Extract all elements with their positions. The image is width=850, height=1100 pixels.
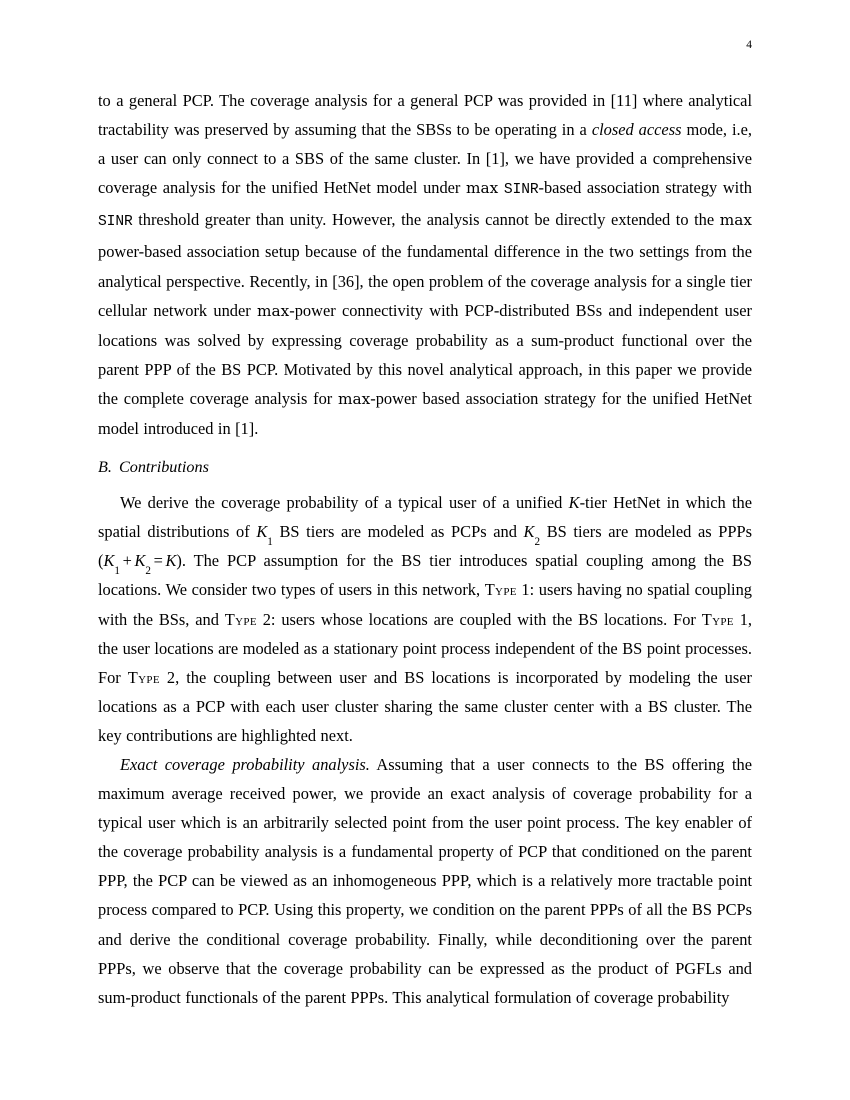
frag-text: -tier HetNet in which the spatial distributions of [98, 493, 753, 542]
math-var-base: K [256, 522, 268, 542]
label-type-smallcaps: Type [701, 609, 734, 629]
math-operator-max: max [719, 211, 752, 230]
frag-text: We derive the coverage probability of a typical user of a unified [120, 493, 569, 513]
math-operator-max: max [466, 179, 499, 198]
mono-sinr: SINR [98, 214, 133, 231]
frag-text: ). The PCP assumption for the BS tier introduces spatial coupling among the BS locations. We consider two types of users in this network, [98, 551, 752, 600]
frag-text: 2: users whose locations are coupled with the BS locations. For [256, 609, 702, 629]
runin-heading-exact-coverage: Exact coverage probability analysis. [120, 754, 370, 774]
label-type-smallcaps: Type [127, 667, 160, 687]
run-text: to a general PCP. The coverage analysis for a general PCP was provided in [11] where analytical tractability was preserved by assuming that the SBSs to be operating in a [98, 91, 752, 140]
paragraph-continuation [98, 86, 752, 443]
math-var-K: K [165, 551, 177, 571]
body-text-column [98, 86, 752, 1012]
page-header [98, 38, 752, 52]
math-var-subscript: 1 [114, 564, 120, 577]
section-title: Contributions [118, 458, 209, 477]
math-operator-max: max [257, 301, 290, 320]
math-var-subscript: 1 [267, 535, 273, 548]
math-var-K2 [523, 522, 541, 548]
label-type-smallcaps: Type [484, 580, 517, 600]
run-text: -based association strategy with [538, 178, 752, 198]
math-var-K: K [568, 493, 580, 513]
math-equals-operator: = [153, 551, 163, 571]
math-var-subscript: 2 [145, 564, 151, 577]
run-text: -power based association strategy for the unified HetNet model introduced in [1]. [98, 388, 752, 439]
section-letter: B. [98, 458, 112, 477]
math-var-K1 [256, 522, 273, 548]
mono-sinr: SINR [503, 182, 539, 199]
run-text: threshold greater than unity. However, the analysis cannot be directly extended to the [132, 210, 720, 230]
math-var-subscript: 2 [534, 535, 541, 548]
run-text: -power connectivity with PCP-distributed BSs and independent user locations was solved by expressing coverage probability as a sum-product functional over the parent PPP of the BS PCP. Motivated by this novel analytical approach, in this paper we provide the complete coverage analysis for [98, 300, 752, 408]
run-italic-closed-access: closed access [591, 120, 682, 140]
frag-text: 2, the coupling between user and BS locations is incorporated by modeling the user locations as a PCP with each user cluster sharing the same cluster center with a BS cluster. The key contributions are highlighted next. [98, 667, 752, 745]
section-heading-contributions [98, 453, 752, 482]
math-var-base: K [134, 551, 146, 571]
paragraph-body-text: Assuming that a user connects to the BS offering the maximum average received power, we provide an exact analysis of coverage probability for a typical user which is an arbitrarily selected point from the user point process. The key enabler of the coverage probability analysis is a fundamental property of PCP that conditioned on the parent PPP, the PCP can be viewed as an inhomogeneous PPP, which is a relatively more tractable point process compared to PCP. Using this property, we condition on the parent PPPs of all the BS PCPs and derive the conditional coverage probability. Finally, while deconditioning over the parent PPPs, we observe that the coverage probability can be expressed as the product of PGFLs and sum-product functionals of the parent PPPs. This analytical formulation of coverage probability [98, 754, 752, 1007]
frag-text: BS tiers are modeled as PPPs ( [98, 522, 752, 571]
frag-text: BS tiers are modeled as PCPs and [272, 522, 524, 542]
paragraph-contributions-opening [98, 488, 752, 750]
math-var-base: K [523, 522, 535, 542]
math-expression-k-sum [103, 551, 177, 577]
math-operator-max: max [338, 389, 371, 408]
run-text: mode, i.e, a user can only connect to a SBS of the same cluster. In [1], we have provided a comprehensive coverage analysis for the unified HetNet model under [98, 120, 753, 198]
frag-text: 1: users having no spatial coupling with the BSs, and [98, 580, 752, 629]
label-type-smallcaps: Type [224, 609, 257, 629]
math-var-K1 [103, 551, 120, 577]
math-var-K2 [134, 551, 151, 577]
math-plus-operator: + [122, 551, 132, 571]
paragraph-exact-coverage-probability [98, 750, 752, 1012]
run-text: power-based association setup because of the fundamental difference in the two settings from the analytical perspective. Recently, in [36], the open problem of the coverage analysis for a single tier cellular network under [98, 242, 752, 320]
page-number: 4 [746, 39, 752, 51]
math-var-base: K [103, 551, 115, 571]
frag-text: 1, the user locations are modeled as a stationary point process independent of the BS point processes. For [98, 609, 753, 687]
